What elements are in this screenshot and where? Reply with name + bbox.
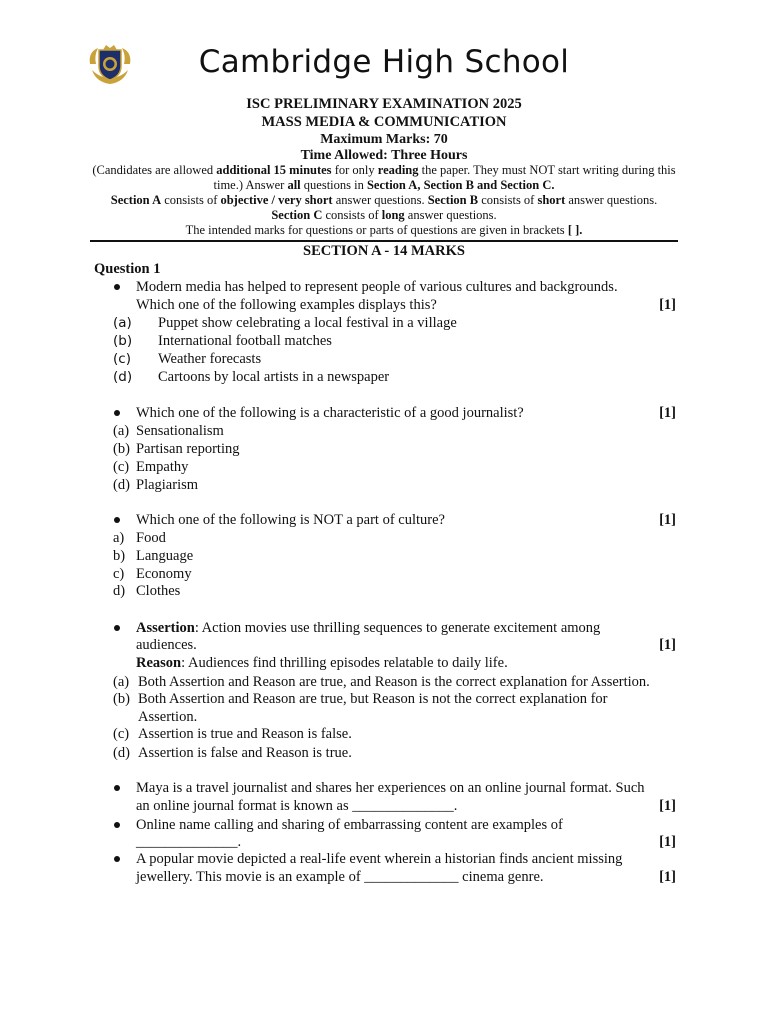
- q1-option-label: (a): [113, 315, 132, 331]
- q1-line-2: Which one of the following examples displays this?: [136, 297, 437, 313]
- bullet-q7: [114, 856, 120, 862]
- bullet-q1: [114, 284, 120, 290]
- q3-line-1: Which one of the following is NOT a part of culture?: [136, 512, 445, 528]
- bullet-q6: [114, 822, 120, 828]
- q1-line-1: Modern media has helped to represent people of various cultures and backgrounds.: [136, 279, 618, 295]
- section-title: SECTION A - 14 MARKS: [303, 243, 465, 259]
- q2-option-label: (c): [113, 459, 130, 475]
- q4-option-label: (c): [113, 726, 130, 742]
- q7-line-1: A popular movie depicted a real-life event wherein a historian finds ancient missing: [136, 851, 623, 867]
- bullet-q3: [114, 517, 120, 523]
- time-allowed: Time Allowed: Three Hours: [300, 148, 468, 163]
- q2-option-text: Partisan reporting: [136, 441, 240, 457]
- q5-line-1: Maya is a travel journalist and shares her experiences on an online journal format. Such: [136, 780, 645, 796]
- instruction-line-4: Section C consists of long answer questions.: [271, 208, 497, 222]
- q1-option-text: Weather forecasts: [158, 351, 262, 367]
- instruction-line-5: The intended marks for questions or parts of questions are given in brackets [ ].: [185, 223, 583, 237]
- bullet-q4: [114, 625, 120, 631]
- q3-option-label: c): [113, 566, 125, 582]
- school-name: Cambridge High School: [198, 44, 570, 80]
- q7-mark: [1]: [659, 869, 676, 885]
- q6-mark: [1]: [659, 834, 676, 850]
- q7-line-2: jewellery. This movie is an example of _____________ cinema genre.: [136, 869, 544, 885]
- instruction-line-2: time.) Answer all questions in Section A, Section B and Section C.: [213, 178, 555, 192]
- q2-option-text: Plagiarism: [136, 477, 199, 493]
- q4-option-text: Assertion is true and Reason is false.: [138, 726, 352, 742]
- q4-option-text: Assertion is false and Reason is true.: [138, 745, 352, 761]
- q1-option-text: Puppet show celebrating a local festival in a village: [158, 315, 457, 331]
- q4-reason: Reason: Audiences find thrilling episodes relatable to daily life.: [136, 655, 508, 671]
- q1-option-label: (d): [113, 369, 133, 385]
- q5-mark: [1]: [659, 798, 676, 814]
- q1-option-label: (c): [113, 351, 131, 367]
- q2-line-1: Which one of the following is a characteristic of a good journalist?: [136, 405, 524, 421]
- q2-option-label: (b): [113, 441, 130, 457]
- q5-line-2: an online journal format is known as ______________.: [136, 798, 458, 814]
- q4-option-label: (b): [113, 691, 130, 707]
- q3-option-text: Food: [136, 530, 166, 546]
- q4-option-label: (a): [113, 674, 130, 690]
- instruction-line-3: Section A consists of objective / very short answer questions. Section B consists of short answer questions.: [110, 193, 658, 207]
- exam-title: ISC PRELIMINARY EXAMINATION 2025: [246, 96, 522, 112]
- bullet-q5: [114, 785, 120, 791]
- q1-option-label: (b): [113, 333, 133, 349]
- q4-mark: [1]: [659, 637, 676, 653]
- q2-mark: [1]: [659, 405, 676, 421]
- q3-option-label: d): [113, 583, 126, 599]
- q2-option-text: Empathy: [136, 459, 189, 475]
- q6-line-1: Online name calling and sharing of embarrassing content are examples of: [136, 817, 563, 833]
- max-marks: Maximum Marks: 70: [320, 132, 448, 147]
- q6-line-2: ______________.: [136, 834, 242, 850]
- subject-title: MASS MEDIA & COMMUNICATION: [261, 114, 507, 130]
- q3-mark: [1]: [659, 512, 676, 528]
- q2-option-text: Sensationalism: [136, 423, 224, 439]
- q1-mark: [1]: [659, 297, 676, 313]
- q3-option-label: a): [113, 530, 125, 546]
- q1-option-text: Cartoons by local artists in a newspaper: [158, 369, 390, 385]
- q3-option-text: Language: [136, 548, 194, 564]
- q3-option-label: b): [113, 548, 126, 564]
- instructions: [90, 163, 678, 238]
- q2-option-label: (d): [113, 477, 130, 493]
- q4-option-text: Both Assertion and Reason are true, and Reason is the correct explanation for Assertion.: [138, 674, 650, 690]
- q4-option-label: (d): [113, 745, 130, 761]
- q4-option-text-cont: Assertion.: [138, 709, 198, 725]
- q2-option-label: (a): [113, 423, 130, 439]
- q1-option-text: International football matches: [158, 333, 332, 349]
- bullet-q2: [114, 410, 120, 416]
- q4-option-text: Both Assertion and Reason are true, but Reason is not the correct explanation for: [138, 691, 608, 707]
- q3-option-text: Economy: [136, 566, 192, 582]
- q4-assertion-cont: audiences.: [136, 637, 197, 653]
- q4-assertion: Assertion: Action movies use thrilling sequences to generate excitement among: [136, 620, 601, 636]
- question-title: Question 1: [94, 261, 161, 277]
- q3-option-text: Clothes: [136, 583, 181, 599]
- instruction-line-1: (Candidates are allowed additional 15 minutes for only reading the paper. They must NOT start writing during this: [92, 163, 676, 177]
